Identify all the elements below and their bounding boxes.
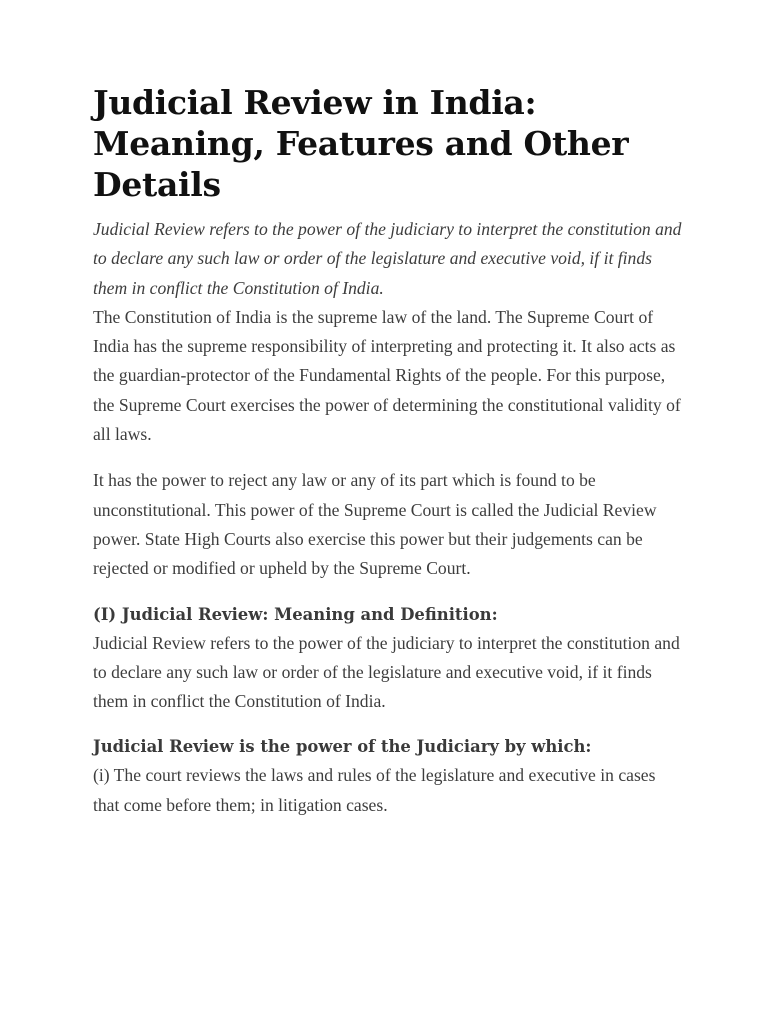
section-heading-power: Judicial Review is the power of the Judiciary by which: [93, 737, 592, 757]
article-title: Judicial Review in India: Meaning, Features and Other Details [93, 83, 629, 204]
lead-paragraph: Judicial Review refers to the power of the judiciary to interpret the constitution and to declare any such law or order of the legislature and executive void, if it finds them in conflict the Constitution of India. [93, 219, 682, 298]
paragraph-definition: Judicial Review refers to the power of the judiciary to interpret the constitution and to declare any such law or order of the legislature and executive void, if it finds them in conflict the Constitution of India. [93, 632, 680, 712]
section-heading-meaning: (I) Judicial Review: Meaning and Definition: [93, 604, 498, 624]
paragraph-reject-power: It has the power to reject any law or any of its part which is found to be unconstitutional. This power of the Supreme Court is called the Judicial Review power. State High Courts also exercise this power but their judgements can be rejected or modified or upheld by the Supreme Court. [93, 470, 657, 579]
paragraph-constitution: The Constitution of India is the supreme law of the land. The Supreme Court of India has the supreme responsibility of interpreting and protecting it. It also acts as the guardian-protector of the Fundamental Rights of the people. For this purpose, the Supreme Court exercises the power of determining the constitutional validity of all laws. [93, 306, 681, 445]
article [93, 82, 683, 820]
list-item-court-reviews: (i) The court reviews the laws and rules of the legislature and executive in cases that come before them; in litigation cases. [93, 765, 656, 815]
